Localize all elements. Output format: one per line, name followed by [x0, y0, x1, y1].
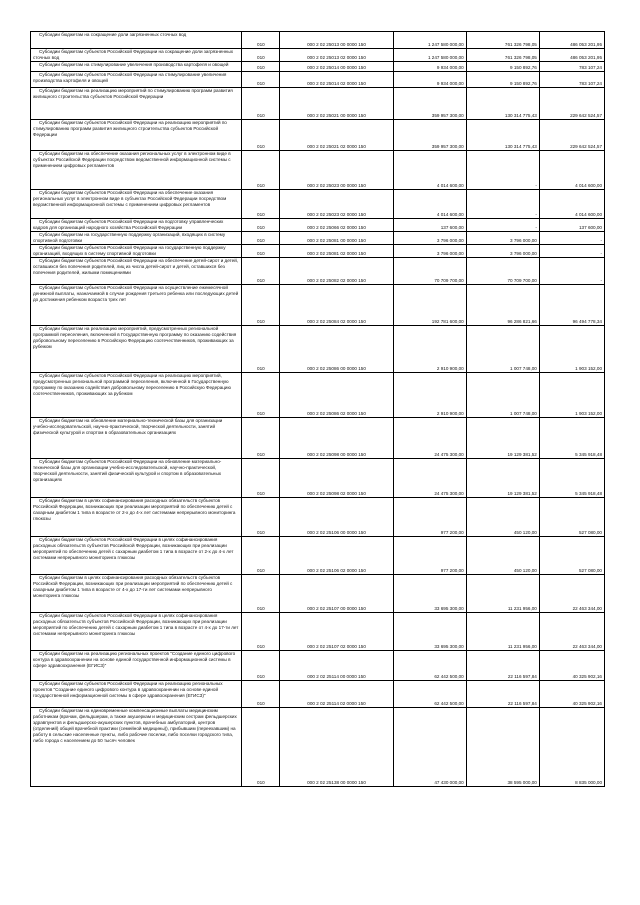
row-executed-amount: 70 709 700,00: [466, 258, 539, 285]
row-description: Субсидии бюджетам субъектов Российской Федерации на обновление материально-технической базы для организации учебно-исследовательской, научно-практической, творческой деятельности, занятий физической культурой и спортом в образовательных организациях: [31, 459, 242, 498]
row-remaining-amount: 137 600,00: [539, 219, 604, 232]
table-row: [31, 258, 605, 285]
row-remaining-amount: 4 014 600,00: [539, 151, 604, 190]
row-description: Субсидии бюджетам на государственную поддержку организаций, входящих в систему спортивной подготовки: [31, 232, 242, 245]
row-approved-amount: 3 796 000,00: [393, 232, 466, 245]
row-description: Субсидии бюджетам субъектов Российской Федерации на реализацию мероприятий, предусмотренных региональной программой переселения, включенной в Государственную программу по оказанию содействия добровольному переселению в Российскую Федерацию соотечественников, проживающих за рубежом: [31, 373, 242, 418]
row-approved-amount: 33 695 300,00: [393, 613, 466, 651]
row-budget-code: 000 2 02 25081 00 0000 150: [280, 232, 393, 245]
row-budget-code: 000 2 02 25106 02 0000 150: [280, 537, 393, 575]
row-remaining-amount: 40 325 902,16: [539, 681, 604, 708]
row-approved-amount: 137 600,00: [393, 219, 466, 232]
row-remaining-amount: 22 463 344,00: [539, 613, 604, 651]
row-description: Субсидии бюджетам субъектов Российской Федерации на осуществление ежемесячной денежной выплаты, назначаемой в случае рождения третьего ребенка или последующих детей до достижения ребенком возраста трех лет: [31, 285, 242, 326]
table-row: [31, 575, 605, 613]
row-executed-amount: 1 007 748,00: [466, 373, 539, 418]
row-executed-amount: 761 326 798,05: [466, 49, 539, 62]
row-remaining-amount: 96 494 778,34: [539, 285, 604, 326]
row-budget-code: 000 2 02 25014 02 0000 150: [280, 72, 393, 88]
table-row: [31, 418, 605, 459]
row-remaining-amount: 4 014 600,00: [539, 190, 604, 219]
row-remaining-amount: 486 053 201,95: [539, 49, 604, 62]
row-code: 010: [242, 62, 280, 72]
row-description: Субсидии бюджетам субъектов Российской Федерации в целях софинансирования расходных обязательств субъектов Российской Федерации, возникающих при реализации мероприятий по обеспечению детей с сахарным диабетом 1 типа в возрасте от 2-х до 4-х лет системами непрерывного мониторинга глюкозы: [31, 537, 242, 575]
row-code: 010: [242, 418, 280, 459]
row-description: Субсидии бюджетам на обновление материально-технической базы для организации учебно-исследовательской, научно-практической, творческой деятельности, занятий физической культурой и спортом в образовательных организациях: [31, 418, 242, 459]
row-budget-code: 000 2 02 25114 02 0000 150: [280, 681, 393, 708]
row-code: 010: [242, 708, 280, 787]
row-approved-amount: 62 442 500,00: [393, 651, 466, 681]
table-row: [31, 285, 605, 326]
row-approved-amount: 9 934 000,00: [393, 72, 466, 88]
row-approved-amount: 4 014 600,00: [393, 151, 466, 190]
row-remaining-amount: 22 463 344,00: [539, 575, 604, 613]
row-budget-code: 000 2 02 25098 00 0000 150: [280, 418, 393, 459]
row-executed-amount: 38 595 000,00: [466, 708, 539, 787]
row-approved-amount: 9 934 000,00: [393, 62, 466, 72]
row-executed-amount: -: [466, 151, 539, 190]
row-executed-amount: -: [466, 190, 539, 219]
row-approved-amount: 192 781 600,00: [393, 285, 466, 326]
row-remaining-amount: -: [539, 258, 604, 285]
row-code: 010: [242, 245, 280, 258]
row-remaining-amount: -: [539, 245, 604, 258]
row-budget-code: 000 2 02 25086 02 0000 150: [280, 373, 393, 418]
row-executed-amount: 1 007 748,00: [466, 326, 539, 373]
row-approved-amount: 977 200,00: [393, 498, 466, 537]
row-approved-amount: 3 796 000,00: [393, 245, 466, 258]
table-row: [31, 326, 605, 373]
row-approved-amount: 4 014 600,00: [393, 190, 466, 219]
row-budget-code: 000 2 02 25021 02 0000 150: [280, 120, 393, 151]
row-executed-amount: 9 150 892,76: [466, 62, 539, 72]
budget-table: [30, 31, 605, 787]
row-description: Субсидии бюджетам на стимулирование увеличения производства картофеля и овощей: [31, 62, 242, 72]
row-executed-amount: 450 120,00: [466, 498, 539, 537]
table-row: [31, 537, 605, 575]
row-approved-amount: 62 442 500,00: [393, 681, 466, 708]
row-code: 010: [242, 120, 280, 151]
row-budget-code: 000 2 02 25106 00 0000 150: [280, 498, 393, 537]
row-budget-code: 000 2 02 25086 00 0000 150: [280, 326, 393, 373]
row-description: Субсидии бюджетам субъектов Российской Федерации на реализацию региональных проектов "Создание единого цифрового контура в здравоохранении на основе единой государственной информационной системы в сфере здравоохранения (ЕГИСЗ)": [31, 681, 242, 708]
table-row: [31, 62, 605, 72]
row-budget-code: 000 2 02 25114 00 0000 150: [280, 651, 393, 681]
row-description: Субсидии бюджетам субъектов Российской Федерации на реализацию мероприятий по стимулированию программ развития жилищного строительства субъектов Российской Федерации: [31, 120, 242, 151]
row-budget-code: 000 2 02 25138 00 0000 150: [280, 708, 393, 787]
row-budget-code: 000 2 02 25107 00 0000 150: [280, 575, 393, 613]
row-remaining-amount: 40 325 902,16: [539, 651, 604, 681]
row-code: 010: [242, 219, 280, 232]
row-code: 010: [242, 613, 280, 651]
row-executed-amount: 11 231 956,00: [466, 575, 539, 613]
row-description: Субсидии бюджетам на единовременные компенсационные выплаты медицинским работникам (врачам, фельдшерам, а также акушеркам и медицинским сестрам фельдшерских здравпунктов и фельдшерско-акушерских пунктов, врачебных амбулаторий, центров (отделений) общей врачебной практики (семейной медицины)), прибывшим (переехавшим) на работу в сельские населенные пункты, либо рабочие поселки, либо поселки городского типа, либо города с населением до 50 тысяч человек: [31, 708, 242, 787]
row-description: Субсидии бюджетам субъектов Российской Федерации на государственную поддержку организаций, входящих в систему спортивной подготовки: [31, 245, 242, 258]
row-description: Субсидии бюджетам на обеспечение оказания региональных услуг в электронном виде в субъектах Российской Федерации посредством ведомственной информационной системы с применением цифровых регламентов: [31, 151, 242, 190]
table-row: [31, 708, 605, 787]
row-remaining-amount: 1 903 152,00: [539, 326, 604, 373]
table-row: [31, 245, 605, 258]
row-code: 010: [242, 190, 280, 219]
row-description: Субсидии бюджетам субъектов Российской Федерации на обеспечение оказания региональных услуг в электронном виде в субъектах Российской Федерации посредством ведомственной информационной системы с применением цифровых регламентов: [31, 190, 242, 219]
row-remaining-amount: 8 835 000,00: [539, 708, 604, 787]
row-approved-amount: 70 709 700,00: [393, 258, 466, 285]
row-code: 010: [242, 459, 280, 498]
table-row: [31, 120, 605, 151]
row-executed-amount: -: [466, 219, 539, 232]
row-budget-code: 000 2 02 25066 02 0000 150: [280, 219, 393, 232]
row-executed-amount: 9 150 892,76: [466, 72, 539, 88]
row-executed-amount: 96 286 821,66: [466, 285, 539, 326]
row-budget-code: 000 2 02 25107 02 0000 150: [280, 613, 393, 651]
row-code: 010: [242, 88, 280, 120]
row-remaining-amount: 1 903 152,00: [539, 373, 604, 418]
row-remaining-amount: 527 080,00: [539, 537, 604, 575]
row-description: Субсидии бюджетам в целях софинансирования расходных обязательств субъектов Российской Федерации, возникающих при реализации мероприятий по обеспечению детей с сахарным диабетом 1 типа в возрасте от 2-х до 4-х лет системами непрерывного мониторинга глюкозы: [31, 498, 242, 537]
row-remaining-amount: 783 107,24: [539, 72, 604, 88]
row-executed-amount: 3 796 000,00: [466, 232, 539, 245]
row-executed-amount: 19 129 381,52: [466, 459, 539, 498]
row-code: 010: [242, 72, 280, 88]
table-row: [31, 459, 605, 498]
row-approved-amount: 24 475 300,00: [393, 459, 466, 498]
row-code: 010: [242, 373, 280, 418]
row-remaining-amount: 5 345 918,48: [539, 459, 604, 498]
row-budget-code: 000 2 02 25098 02 0000 150: [280, 459, 393, 498]
row-approved-amount: 359 957 300,00: [393, 120, 466, 151]
row-code: 010: [242, 498, 280, 537]
row-executed-amount: 130 314 775,43: [466, 88, 539, 120]
row-approved-amount: 2 910 900,00: [393, 326, 466, 373]
row-description: Субсидии бюджетам субъектов Российской Федерации в целях софинансирования расходных обязательств субъектов Российской Федерации, возникающих при реализации мероприятий по обеспечению детей с сахарным диабетом 1 типа в возрасте от 4-х до 17-ти лет системами непрерывного мониторинга глюкозы: [31, 613, 242, 651]
row-remaining-amount: 527 080,00: [539, 498, 604, 537]
row-code: 010: [242, 285, 280, 326]
row-budget-code: 000 2 02 25023 00 0000 150: [280, 151, 393, 190]
row-approved-amount: 2 910 900,00: [393, 373, 466, 418]
row-approved-amount: 359 957 300,00: [393, 88, 466, 120]
table-row: [31, 232, 605, 245]
row-description: Субсидии бюджетам субъектов Российской Федерации на сокращение доли загрязненных сточных вод: [31, 49, 242, 62]
table-row: [31, 681, 605, 708]
table-row: [31, 219, 605, 232]
row-budget-code: 000 2 02 25081 02 0000 150: [280, 245, 393, 258]
row-executed-amount: 130 314 775,43: [466, 120, 539, 151]
row-executed-amount: 22 116 597,84: [466, 681, 539, 708]
row-budget-code: 000 2 02 25023 02 0000 150: [280, 190, 393, 219]
row-budget-code: 000 2 02 25013 00 0000 150: [280, 32, 393, 49]
row-approved-amount: 1 247 580 000,00: [393, 32, 466, 49]
table-row: [31, 498, 605, 537]
row-description: Субсидии бюджетам на реализацию мероприятий по стимулированию программ развития жилищного строительства субъектов Российской Федерации: [31, 88, 242, 120]
row-description: Субсидии бюджетам субъектов Российской Федерации на стимулирование увеличения производства картофеля и овощей: [31, 72, 242, 88]
row-executed-amount: 3 796 000,00: [466, 245, 539, 258]
row-description: Субсидии бюджетам в целях софинансирования расходных обязательств субъектов Российской Федерации, возникающих при реализации мероприятий по обеспечению детей с сахарным диабетом 1 типа в возрасте от 4-х до 17-ти лет системами непрерывного мониторинга глюкозы: [31, 575, 242, 613]
table-row: [31, 651, 605, 681]
row-code: 010: [242, 151, 280, 190]
row-remaining-amount: 5 345 918,48: [539, 418, 604, 459]
row-executed-amount: 761 326 798,05: [466, 32, 539, 49]
row-budget-code: 000 2 02 25013 02 0000 150: [280, 49, 393, 62]
row-remaining-amount: -: [539, 232, 604, 245]
row-budget-code: 000 2 02 25084 02 0000 150: [280, 285, 393, 326]
row-code: 010: [242, 32, 280, 49]
table-row: [31, 151, 605, 190]
row-approved-amount: 47 430 000,00: [393, 708, 466, 787]
row-executed-amount: 450 120,00: [466, 537, 539, 575]
row-description: Субсидии бюджетам субъектов Российской Федерации на подготовку управленческих кадров для организаций народного хозяйства Российской Федерации: [31, 219, 242, 232]
row-code: 010: [242, 681, 280, 708]
row-description: Субсидии бюджетам на реализацию мероприятий, предусмотренных региональной программой переселения, включенной в Государственную программу по оказанию содействия добровольному переселению в Российскую Федерацию соотечественников, проживающих за рубежом: [31, 326, 242, 373]
row-approved-amount: 977 200,00: [393, 537, 466, 575]
row-approved-amount: 24 475 300,00: [393, 418, 466, 459]
table-row: [31, 190, 605, 219]
row-executed-amount: 11 231 956,00: [466, 613, 539, 651]
row-description: Субсидии бюджетам субъектов Российской Федерации на обеспечение детей-сирот и детей, оставшихся без попечения родителей, лиц из числа детей-сирот и детей, оставшихся без попечения родителей, жилыми помещениями: [31, 258, 242, 285]
row-approved-amount: 33 695 300,00: [393, 575, 466, 613]
row-budget-code: 000 2 02 25082 02 0000 150: [280, 258, 393, 285]
row-executed-amount: 22 116 597,84: [466, 651, 539, 681]
row-remaining-amount: 486 053 201,95: [539, 32, 604, 49]
row-code: 010: [242, 258, 280, 285]
row-code: 010: [242, 537, 280, 575]
row-budget-code: 000 2 02 25021 00 0000 150: [280, 88, 393, 120]
budget-table-body: [31, 32, 605, 787]
table-row: [31, 373, 605, 418]
table-row: [31, 88, 605, 120]
row-description: Субсидии бюджетам на реализацию региональных проектов "Создание единого цифрового контура в здравоохранении на основе единой государственной информационной системы в сфере здравоохранения (ЕГИСЗ)": [31, 651, 242, 681]
table-row: [31, 72, 605, 88]
row-approved-amount: 1 247 580 000,00: [393, 49, 466, 62]
row-code: 010: [242, 575, 280, 613]
table-row: [31, 49, 605, 62]
row-executed-amount: 19 129 381,52: [466, 418, 539, 459]
row-code: 010: [242, 232, 280, 245]
row-code: 010: [242, 49, 280, 62]
table-row: [31, 32, 605, 49]
row-remaining-amount: 229 642 524,57: [539, 120, 604, 151]
row-description: Субсидии бюджетам на сокращение доли загрязненных сточных вод: [31, 32, 242, 49]
row-code: 010: [242, 651, 280, 681]
row-budget-code: 000 2 02 25014 00 0000 150: [280, 62, 393, 72]
row-code: 010: [242, 326, 280, 373]
table-row: [31, 613, 605, 651]
row-remaining-amount: 783 107,24: [539, 62, 604, 72]
row-remaining-amount: 229 642 524,57: [539, 88, 604, 120]
